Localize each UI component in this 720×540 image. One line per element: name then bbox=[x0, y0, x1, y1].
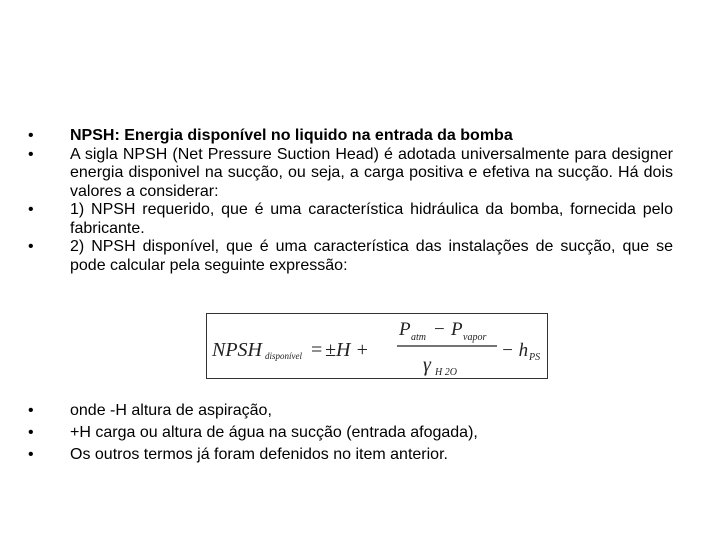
bullet-item-minus-h bbox=[24, 402, 673, 421]
bullet-item-npsh-acronym bbox=[24, 146, 673, 202]
npsh-formula-image bbox=[206, 313, 548, 379]
bullet-text: : Energia disponível no liquido na entrada da bomba bbox=[114, 127, 513, 144]
bullet-glyph: • bbox=[28, 201, 34, 218]
bullet-glyph: • bbox=[28, 446, 34, 463]
bullet-text: 1) NPSH requerido, que é uma característica hidráulica da bomba, fornecida pelo fabricante. bbox=[70, 201, 673, 237]
bullet-bold-term: NPSH bbox=[70, 127, 115, 144]
bullet-text: A sigla NPSH (Net Pressure Suction Head) é adotada universalmente para designer energia disponivel na sucção, ou seja, a carga positiva e efetiva na sucção. Há dois valores a considerar: bbox=[70, 145, 673, 200]
bullet-glyph: • bbox=[28, 127, 34, 144]
bullet-list-bottom bbox=[24, 402, 673, 468]
bullet-text: onde -H altura de aspiração, bbox=[70, 402, 272, 419]
bullet-text: 2) NPSH disponível, que é uma característica das instalações de sucção, que se pode calcular pela seguinte expressão: bbox=[70, 238, 673, 274]
formula-lhs-subscript: disponível bbox=[265, 351, 302, 361]
bullet-text: +H carga ou altura de água na sucção (entrada afogada), bbox=[70, 424, 478, 441]
formula-equals: = bbox=[311, 339, 323, 361]
npsh-formula-svg bbox=[207, 314, 549, 380]
bullet-text: Os outros termos já foram defenidos no item anterior. bbox=[70, 446, 448, 463]
bullet-glyph: • bbox=[28, 424, 34, 441]
formula-num-minus: − bbox=[434, 319, 445, 340]
bullet-glyph: • bbox=[28, 238, 34, 255]
formula-lhs: NPSH bbox=[212, 339, 262, 361]
formula-h-subscript: PS bbox=[529, 352, 541, 363]
formula-den-gamma: γ bbox=[423, 354, 431, 376]
formula-num-p2-subscript: vapor bbox=[463, 332, 487, 343]
formula-den-subscript: H 2O bbox=[435, 367, 457, 378]
bullet-item-other-terms bbox=[24, 446, 673, 465]
bullet-item-npsh-required bbox=[24, 201, 673, 238]
bullet-item-npsh-definition bbox=[24, 127, 673, 146]
bullet-glyph: • bbox=[28, 402, 34, 419]
formula-minus-h: − h bbox=[501, 340, 529, 361]
bullet-list-top bbox=[24, 127, 673, 275]
bullet-item-npsh-available bbox=[24, 238, 673, 275]
formula-pm-h: ±H + bbox=[325, 339, 369, 361]
formula-num-p1-subscript: atm bbox=[411, 332, 426, 343]
formula-num-p1: P bbox=[399, 319, 411, 340]
bullet-glyph: • bbox=[28, 145, 34, 163]
bullet-item-plus-h bbox=[24, 424, 673, 443]
formula-num-p2: P bbox=[451, 319, 463, 340]
